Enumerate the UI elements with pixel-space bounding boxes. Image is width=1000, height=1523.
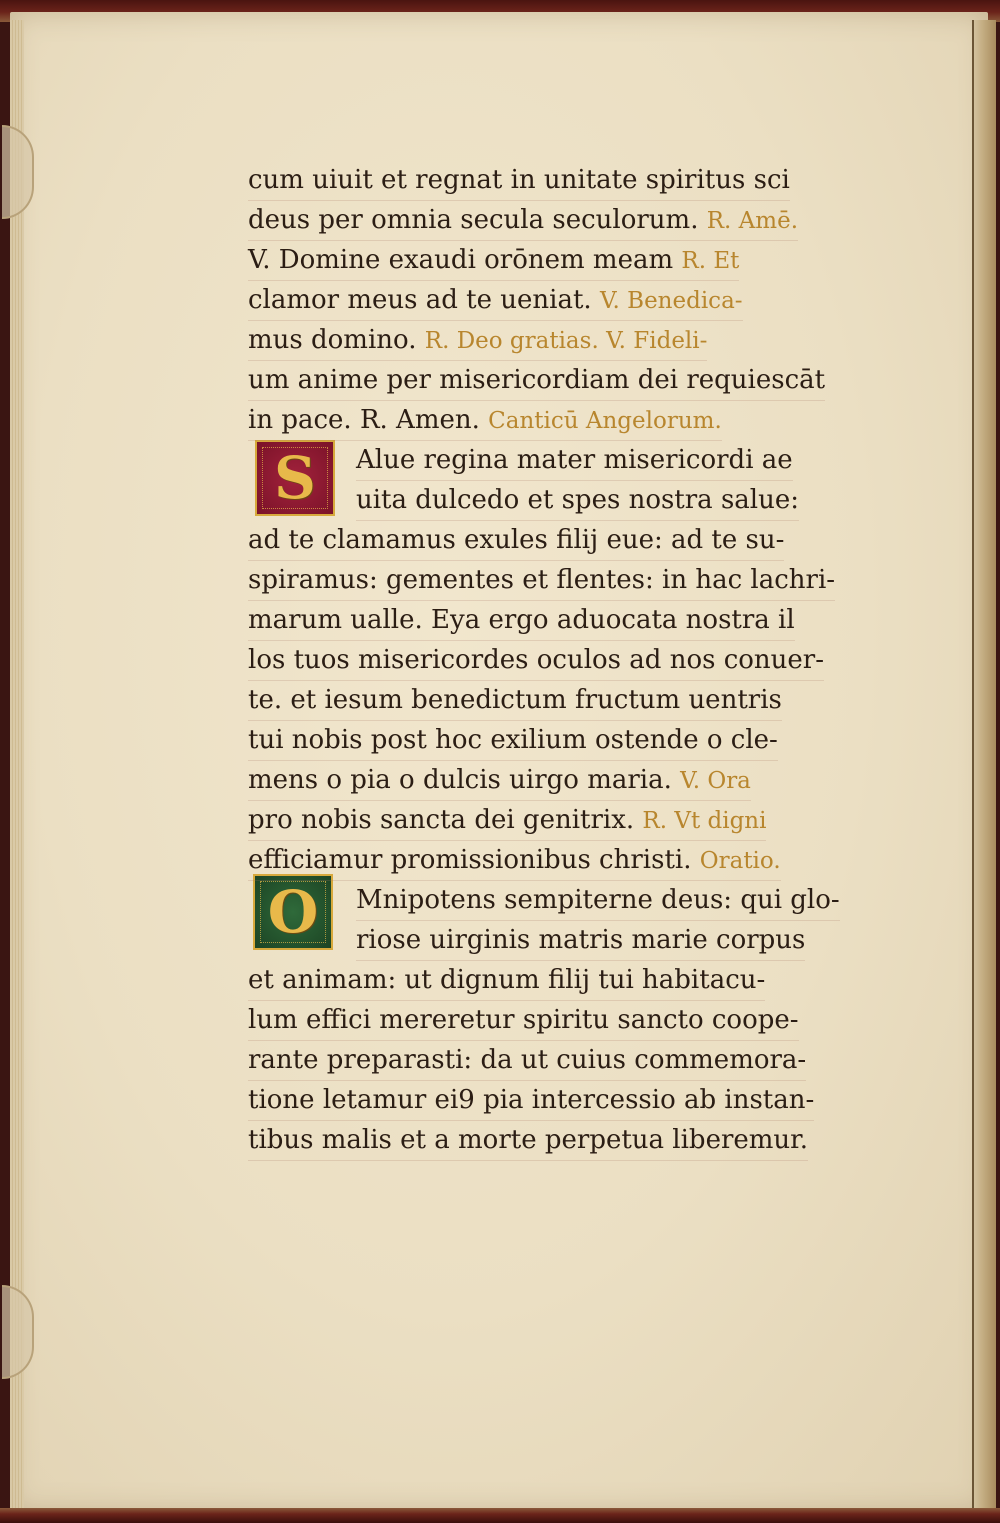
text-line	[248, 680, 782, 721]
illuminated-initial-o	[253, 874, 333, 950]
line-text: pro nobis sancta dei genitrix.	[248, 805, 635, 835]
line-text: mus domino.	[248, 325, 417, 355]
initial-letter-o: O	[267, 878, 319, 946]
line-rubric: R. Vt digni	[642, 808, 767, 834]
text-line	[248, 1000, 799, 1041]
text-line	[248, 520, 784, 561]
text-line	[248, 360, 825, 401]
line-text: Mnipotens sempiterne deus: qui glo-	[356, 885, 840, 915]
text-line	[356, 480, 799, 521]
line-rubric: R. Amē.	[706, 208, 799, 234]
text-line	[248, 1040, 806, 1081]
text-line	[356, 880, 840, 921]
line-text: marum ualle. Eya ergo aduocata nostra il	[248, 605, 795, 635]
page-edges-right	[972, 20, 996, 1510]
line-text: efficiamur promissionibus christi.	[248, 845, 692, 875]
text-line	[248, 1120, 808, 1161]
line-text: et animam: ut dignum filij tui habitacu-	[248, 965, 766, 995]
line-text: ad te clamamus exules filij eue: ad te su-	[248, 525, 785, 555]
text-line	[356, 920, 805, 961]
line-text: Alue regina mater misericordi ae	[356, 445, 793, 475]
line-text: uita dulcedo et spes nostra salue:	[356, 485, 800, 515]
text-line	[248, 200, 798, 241]
initial-letter-s: S	[274, 444, 316, 512]
text-line	[248, 400, 722, 441]
line-rubric: Oratio.	[699, 848, 781, 874]
line-text: cum uiuit et regnat in unitate spiritus sci	[248, 165, 790, 195]
text-line	[248, 160, 790, 201]
line-rubric: Canticū Angelorum.	[488, 408, 722, 434]
line-text: riose uirginis matris marie corpus	[356, 925, 806, 955]
line-text: deus per omnia secula seculorum.	[248, 205, 699, 235]
line-text: tibus malis et a morte perpetua liberemur.	[248, 1125, 809, 1155]
text-line	[356, 440, 793, 481]
text-line	[248, 1080, 814, 1121]
line-text: tione letamur ei9 pia intercessio ab instan-	[248, 1085, 815, 1115]
text-line	[248, 320, 707, 361]
text-line	[248, 720, 778, 761]
line-rubric: R. Et	[681, 248, 740, 274]
line-text: lum effici mereretur spiritu sancto coope-	[248, 1005, 799, 1035]
line-text: um anime per misericordiam dei requiescāt	[248, 365, 826, 395]
line-text: in pace. R. Amen.	[248, 405, 480, 435]
text-line	[248, 760, 751, 801]
binding-bottom-edge	[0, 1508, 1000, 1523]
line-text: clamor meus ad te ueniat.	[248, 285, 592, 315]
line-text: tui nobis post hoc exilium ostende o cle-	[248, 725, 778, 755]
text-line	[248, 600, 795, 641]
text-line	[248, 560, 835, 601]
text-line	[248, 240, 739, 281]
line-text: rante preparasti: da ut cuius commemora-	[248, 1045, 807, 1075]
line-text: V. Domine exaudi orōnem meam	[248, 245, 674, 275]
text-line	[248, 640, 824, 681]
text-line	[248, 280, 743, 321]
illuminated-initial-s	[255, 440, 335, 516]
line-text: spiramus: gementes et flentes: in hac lachri-	[248, 565, 836, 595]
line-rubric: R. Deo gratias. V. Fideli-	[424, 328, 708, 354]
line-rubric: V. Ora	[680, 768, 751, 794]
text-line	[248, 840, 781, 881]
line-text: te. et iesum benedictum fructum uentris	[248, 685, 782, 715]
line-rubric: V. Benedica-	[599, 288, 743, 314]
text-line	[248, 960, 765, 1001]
line-text: los tuos misericordes oculos ad nos conuer-	[248, 645, 825, 675]
text-line	[248, 800, 766, 841]
line-text: mens o pia o dulcis uirgo maria.	[248, 765, 672, 795]
